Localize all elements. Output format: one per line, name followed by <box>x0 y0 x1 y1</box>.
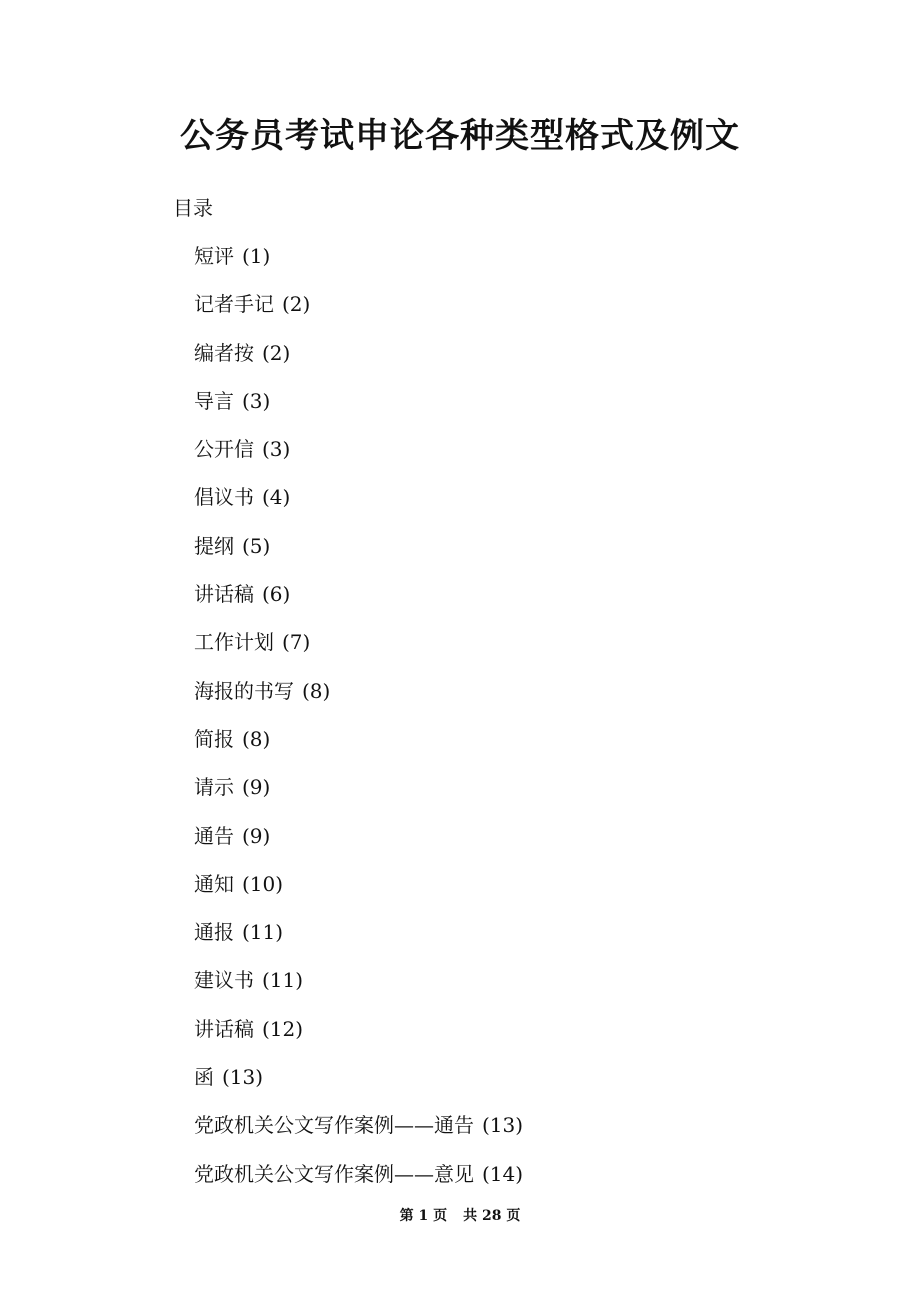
toc-entry-page: (13) <box>482 1113 524 1138</box>
toc-entry-page: (2) <box>262 340 291 365</box>
toc-entry[interactable] <box>194 1160 523 1208</box>
toc-entry-label: 通知 <box>194 871 234 896</box>
toc-entry-label: 讲话稿 <box>194 1016 254 1041</box>
toc-entry-label: 简报 <box>194 726 234 751</box>
toc-entry-page: (10) <box>242 871 284 896</box>
toc-entry-page: (8) <box>302 678 331 703</box>
toc-entry[interactable] <box>194 918 523 966</box>
toc-entry-page: (5) <box>242 533 271 558</box>
toc-entry[interactable] <box>194 725 523 773</box>
toc-entry[interactable] <box>194 870 523 918</box>
document-title: 公务员考试申论各种类型格式及例文 <box>180 116 740 156</box>
toc-entry-label: 提纲 <box>194 533 234 558</box>
toc-entry-label: 倡议书 <box>194 485 254 510</box>
toc-entry-label: 公开信 <box>194 437 254 462</box>
toc-entry-page: (12) <box>262 1016 304 1041</box>
toc-entry-page: (9) <box>242 775 271 800</box>
toc-entry[interactable] <box>194 387 523 435</box>
toc-entry[interactable] <box>194 339 523 387</box>
toc-entry[interactable] <box>194 1063 523 1111</box>
toc-entry-page: (13) <box>222 1065 264 1090</box>
toc-entry[interactable] <box>194 822 523 870</box>
toc-entry[interactable] <box>194 677 523 725</box>
toc-entry[interactable] <box>194 1111 523 1159</box>
page-number: 第 1 页 <box>399 1208 448 1224</box>
page-footer <box>0 1206 920 1226</box>
toc-entry-label: 通告 <box>194 823 234 848</box>
toc-entry-label: 通报 <box>194 920 234 945</box>
toc-entry-label: 工作计划 <box>194 630 274 655</box>
toc-entry-page: (8) <box>242 726 271 751</box>
table-of-contents <box>194 242 523 1208</box>
toc-entry-page: (14) <box>482 1161 524 1186</box>
toc-entry-page: (4) <box>262 485 291 510</box>
toc-entry-label: 党政机关公文写作案例——意见 <box>194 1161 474 1186</box>
toc-entry[interactable] <box>194 773 523 821</box>
toc-entry-page: (11) <box>242 920 284 945</box>
toc-entry-label: 党政机关公文写作案例——通告 <box>194 1113 474 1138</box>
toc-entry-page: (6) <box>262 582 291 607</box>
toc-entry-label: 海报的书写 <box>194 678 294 703</box>
toc-entry[interactable] <box>194 435 523 483</box>
toc-entry-label: 请示 <box>194 775 234 800</box>
toc-entry-label: 记者手记 <box>194 292 274 317</box>
page-total: 共 28 页 <box>463 1208 521 1224</box>
toc-entry-label: 短评 <box>194 244 234 268</box>
toc-entry-label: 建议书 <box>194 968 254 993</box>
toc-entry[interactable] <box>194 628 523 676</box>
toc-entry[interactable] <box>194 1015 523 1063</box>
toc-entry-page: (2) <box>282 292 311 317</box>
toc-entry[interactable] <box>194 242 523 290</box>
toc-entry-page: (3) <box>262 437 291 462</box>
toc-entry-label: 编者按 <box>194 340 254 365</box>
toc-entry-page: (3) <box>242 388 271 413</box>
toc-entry-label: 函 <box>194 1065 214 1090</box>
toc-heading: 目录 <box>173 196 213 220</box>
toc-entry-page: (11) <box>262 968 304 993</box>
toc-entry-label: 讲话稿 <box>194 582 254 607</box>
toc-entry[interactable] <box>194 580 523 628</box>
toc-entry-page: (1) <box>242 244 271 268</box>
toc-entry[interactable] <box>194 483 523 531</box>
toc-entry[interactable] <box>194 966 523 1014</box>
toc-entry-page: (7) <box>282 630 311 655</box>
toc-entry[interactable] <box>194 532 523 580</box>
toc-entry-label: 导言 <box>194 388 234 413</box>
toc-entry[interactable] <box>194 290 523 338</box>
toc-entry-page: (9) <box>242 823 271 848</box>
